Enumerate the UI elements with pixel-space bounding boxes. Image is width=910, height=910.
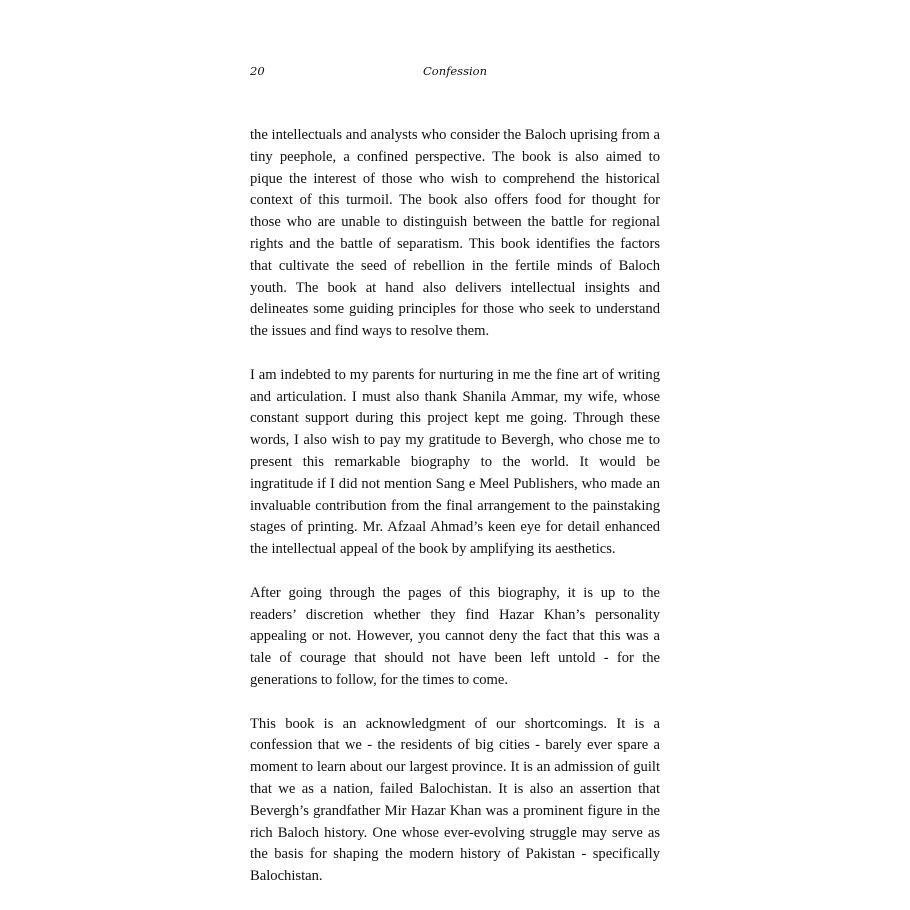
paragraph: I am indebted to my parents for nurturing in me the fine art of writing and articulation. I must also thank Shanila Ammar, my wife, whose constant support during this project kept me going. Through these words, I also wish to pay my gratitude to Bevergh, who chose me to present this remarkable biography to the world. It would be ingratitude if I did not mention Sang e Meel Publishers, who made an invaluable contribution from the final arrangement to the painstaking stages of printing. Mr. Afzaal Ahmad’s keen eye for detail enhanced the intellectual appeal of the book by amplifying its aesthetics. [250,366,660,558]
running-title: Confession [422,64,487,78]
page-header [250,64,660,82]
body-text [250,125,660,910]
page-number: 20 [250,64,265,78]
paragraph: After going through the pages of this biography, it is up to the readers’ discretion whether they find Hazar Khan’s personality appealing or not. However, you cannot deny the fact that this was a tale of courage that should not have been left untold - for the generations to follow, for the times to come. [250,584,660,688]
paragraph: This book is an acknowledgment of our shortcomings. It is a confession that we - the residents of big cities - barely ever spare a moment to learn about our largest province. It is an admission of guilt that we as a nation, failed Balochistan. It is also an assertion that Bevergh’s grandfather Mir Hazar Khan was a prominent figure in the rich Baloch history. One whose ever-evolving struggle may serve as the basis for shaping the modern history of Pakistan - specifically Balochistan. [250,715,660,885]
paragraph: the intellectuals and analysts who consider the Baloch uprising from a tiny peephole, a confined perspective. The book is also aimed to pique the interest of those who wish to comprehend the historical context of this turmoil. The book also offers food for thought for those who are unable to distinguish between the battle for regional rights and the battle of separatism. This book identifies the factors that cultivate the seed of rebellion in the fertile minds of Baloch youth. The book at hand also delivers intellectual insights and delineates some guiding principles for those who seek to understand the issues and find ways to resolve them. [250,127,660,340]
